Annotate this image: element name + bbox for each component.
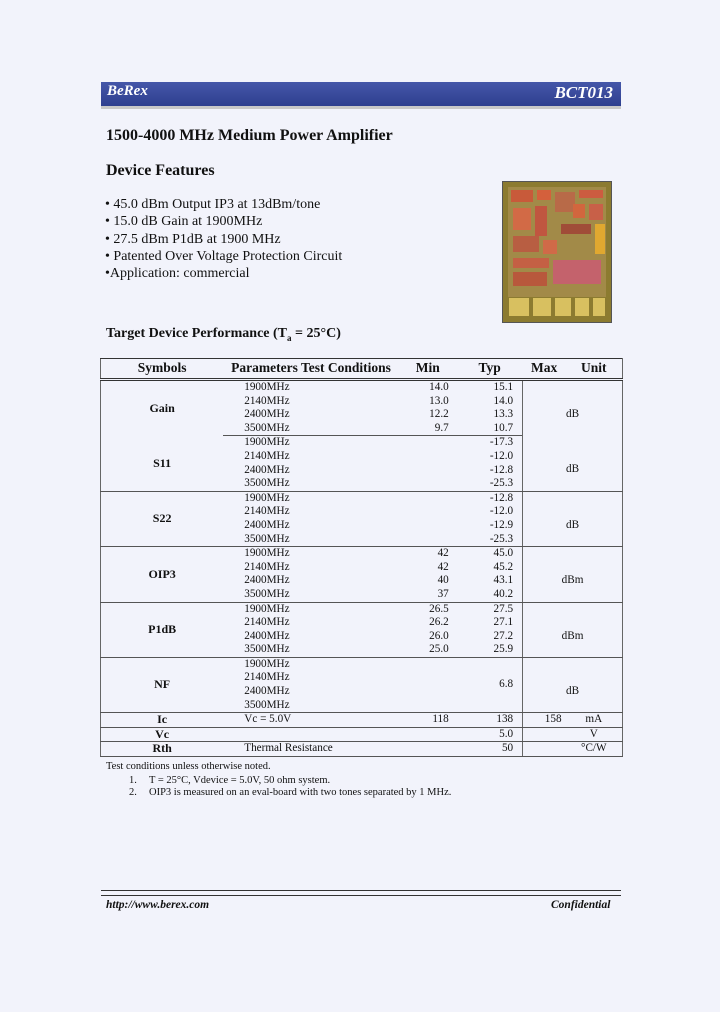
col-max: Max <box>523 359 566 380</box>
typ-value: -12.8 <box>489 463 514 476</box>
typ-value: 10.7 <box>457 422 523 436</box>
table-row <box>101 657 623 671</box>
condition: 3500MHz <box>223 533 399 547</box>
table-row <box>101 727 623 742</box>
min-value: 13.0 <box>429 394 449 407</box>
die-photo <box>502 181 612 323</box>
col-unit: Unit <box>566 359 623 380</box>
symbol-s22: S22 <box>101 491 224 546</box>
min-value: 25.0 <box>399 643 457 657</box>
typ-value: 13.3 <box>493 408 514 421</box>
header-band <box>101 82 621 109</box>
condition: 2400MHz <box>244 518 290 531</box>
min-value: 42 <box>437 560 449 573</box>
condition: 2140MHz <box>244 505 290 518</box>
max-value: 158 <box>523 713 566 728</box>
symbol-ic: Ic <box>101 713 224 728</box>
unit-nf <box>523 657 623 712</box>
condition: 1900MHz <box>244 381 290 393</box>
performance-table <box>100 358 623 757</box>
typ-value: 15.1 <box>493 381 514 393</box>
note-text: T = 25°C, Vdevice = 5.0V, 50 ohm system. <box>149 775 331 786</box>
condition: 1900MHz <box>244 491 290 504</box>
min-value: 37 <box>399 588 457 602</box>
min-value: 26.0 <box>429 629 449 642</box>
condition: 1900MHz <box>244 547 290 560</box>
typ-value: 27.2 <box>493 629 514 642</box>
unit-gain <box>523 380 623 436</box>
performance-heading <box>106 326 341 343</box>
typ-value: -12.8 <box>489 491 514 504</box>
typ-value: 25.9 <box>457 643 523 657</box>
typ-value: 45.0 <box>493 547 514 560</box>
typ-value: 40.2 <box>457 588 523 602</box>
typ-value: 45.2 <box>493 560 514 573</box>
typ-value: 27.5 <box>493 602 514 615</box>
symbol-s11: S11 <box>101 436 224 491</box>
typ-value: -17.3 <box>489 436 514 449</box>
typ-value: 27.1 <box>493 616 514 629</box>
min-value: 26.2 <box>429 616 449 629</box>
condition: 2140MHz <box>244 449 290 462</box>
condition: 2140MHz <box>244 671 290 684</box>
features-heading: Device Features <box>106 162 215 179</box>
condition: 2400MHz <box>244 685 290 698</box>
min-value: 40 <box>437 574 449 587</box>
feature-item: • 27.5 dBm P1dB at 1900 MHz <box>105 231 281 247</box>
condition: 2140MHz <box>244 394 290 407</box>
footer-confidential: Confidential <box>551 899 611 911</box>
unit-label: °C/W <box>566 742 623 757</box>
symbol-vc: Vc <box>101 727 224 742</box>
footer-url-link[interactable]: http://www.berex.com <box>106 899 210 911</box>
page-title: 1500-4000 MHz Medium Power Amplifier <box>106 127 393 144</box>
die-photo-graphic <box>503 182 611 322</box>
brand-logo-text: BeRex <box>107 83 148 99</box>
unit-label: dBm <box>561 629 584 642</box>
min-value: 118 <box>399 713 457 728</box>
col-typ: Typ <box>457 359 523 380</box>
condition: 1900MHz <box>244 602 290 615</box>
note-number: 1. <box>129 775 137 786</box>
condition: 1900MHz <box>244 657 290 670</box>
typ-value: 50 <box>457 742 523 757</box>
condition: 3500MHz <box>223 422 399 436</box>
unit-label: dB <box>566 463 580 476</box>
feature-item: • Patented Over Voltage Protection Circuit <box>105 248 343 264</box>
performance-heading-sub: a <box>287 332 292 343</box>
unit-s22 <box>523 491 623 546</box>
min-value: 26.5 <box>429 602 449 615</box>
condition: 2400MHz <box>244 408 290 421</box>
feature-item: • 15.0 dB Gain at 1900MHz <box>105 214 263 230</box>
min-value: 42 <box>437 547 449 560</box>
features-list <box>105 196 342 282</box>
unit-s11 <box>523 436 623 491</box>
typ-value: -25.3 <box>457 477 523 491</box>
unit-oip3 <box>523 547 623 602</box>
table-row <box>101 547 623 561</box>
typ-value: 138 <box>457 713 523 728</box>
note-number: 2. <box>129 787 137 798</box>
col-parameters: Parameters Test Conditions <box>223 359 399 380</box>
symbol-nf: NF <box>101 657 224 712</box>
condition: 3500MHz <box>223 588 399 602</box>
condition: 2140MHz <box>244 616 290 629</box>
min-value: 9.7 <box>399 422 457 436</box>
typ-value: 5.0 <box>457 727 523 742</box>
condition: 3500MHz <box>223 477 399 491</box>
symbol-gain: Gain <box>101 380 224 436</box>
feature-item: • 45.0 dBm Output IP3 at 13dBm/tone <box>105 197 321 212</box>
condition: 3500MHz <box>223 643 399 657</box>
condition: 2400MHz <box>244 574 290 587</box>
condition: 1900MHz <box>244 436 290 449</box>
unit-label: dB <box>566 685 580 698</box>
performance-heading-text: Target Device Performance (T <box>106 326 288 341</box>
col-min: Min <box>399 359 457 380</box>
performance-heading-tail: = 25°C) <box>291 326 341 341</box>
symbol-oip3: OIP3 <box>101 547 224 602</box>
condition: 3500MHz <box>223 699 399 713</box>
table-row <box>101 380 623 395</box>
note-text: OIP3 is measured on an eval-board with two tones separated by 1 MHz. <box>149 787 452 798</box>
table-row <box>101 742 623 757</box>
typ-value: -25.3 <box>457 533 523 547</box>
unit-p1db <box>523 602 623 657</box>
table-row <box>101 713 623 728</box>
symbol-rth: Rth <box>101 742 224 757</box>
typ-value: -12.9 <box>489 518 514 531</box>
part-number: BCT013 <box>554 83 613 102</box>
condition: Vc = 5.0V <box>223 713 399 728</box>
condition: Thermal Resistance <box>223 742 399 757</box>
symbol-p1db: P1dB <box>101 602 224 657</box>
footer-divider <box>101 890 621 896</box>
typ-value: 6.8 <box>457 657 523 712</box>
typ-value: -12.0 <box>489 449 514 462</box>
unit-label: dB <box>566 408 580 421</box>
unit-label: V <box>566 727 623 742</box>
typ-value: 43.1 <box>493 574 514 587</box>
notes-intro: Test conditions unless otherwise noted. <box>106 761 271 772</box>
typ-value: -12.0 <box>489 505 514 518</box>
unit-label: dBm <box>561 574 584 587</box>
unit-label: dB <box>566 518 580 531</box>
min-value: 12.2 <box>429 408 449 421</box>
condition: 2400MHz <box>244 629 290 642</box>
table-row <box>101 602 623 616</box>
feature-item: •Application: commercial <box>105 266 250 282</box>
table-row <box>101 436 623 450</box>
col-symbols: Symbols <box>101 359 224 380</box>
typ-value: 14.0 <box>493 394 514 407</box>
table-header-row <box>101 359 623 380</box>
table-row <box>101 491 623 505</box>
condition: 2140MHz <box>244 560 290 573</box>
condition: 2400MHz <box>244 463 290 476</box>
min-value: 14.0 <box>429 381 449 393</box>
unit-label: mA <box>566 713 623 728</box>
